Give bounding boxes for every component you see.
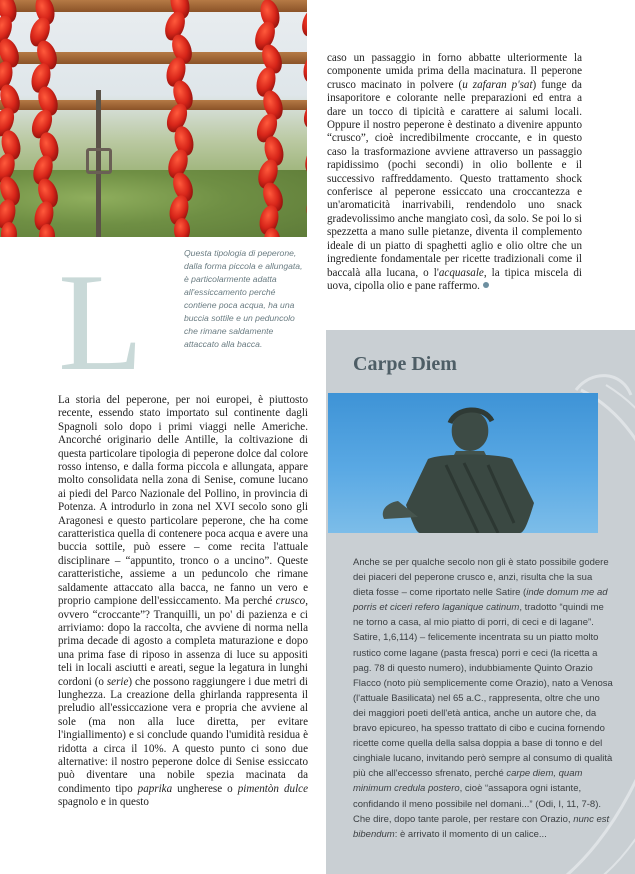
article-text: ungherese o	[172, 782, 238, 795]
box-text-italic: carpe diem, quam minimum credula postero	[353, 768, 583, 795]
statue-icon	[328, 393, 598, 533]
article-text-italic: acquasale	[438, 266, 484, 279]
article-text: spagnolo e in questo	[58, 796, 149, 809]
article-text: , ovvero “croccante”? Tranquilli, un po' di pazienza e ci arriviamo: dopo la raccolta, che avviene di norma nella prima decade di agosto a completa maturazione e dopo una prima fase di riposo in assenza di luce su appositi teli in locali asciutti e areati, segue la legatura in lunghi cordoni (o	[58, 595, 308, 688]
article-column-right	[327, 52, 582, 293]
article-text: caso un passaggio in forno abbatte ulteriormente la componente umida prima della macinatura. Il peperone crusco macinato in polvere (	[327, 52, 582, 91]
box-text-italic: nunc est bibendum	[353, 813, 610, 840]
article-text-italic: crusco	[275, 595, 306, 608]
box-text-span: : è arrivato il momento di un calice...	[394, 828, 547, 840]
article-text-italic: paprika	[137, 782, 173, 795]
article-column-left	[58, 394, 308, 810]
horace-statue-photo	[328, 393, 598, 533]
article-text: ) funge da insaporitore e colorante nelle preparazioni ed entra a dare un tocco di tipicità e carattere ai salumi locali. Oppure il nostro peperone è destinato a divenire appunto “crusco”, cioè incredibilmente croccante, e in questo caso la trasformazione avviene attraverso un passaggio rapidissimo (pochi secondi) in olio bollente e il successivo raffreddamento. Questo trattamento shock conferisce al peperone essiccato una croccantezza e un'aromaticità inarrivabili, rendendolo uno snack gradevolissimo anche mangiato così, da solo. Se poi lo si spezzetta a mano sulle pietanze, diventa il complemento ideale di un piatto di spaghetti aglio e olio oltre che un ingrediente fondamentale per ricette tradizionali come il baccalà alla lucana, o l'	[327, 78, 582, 279]
drop-cap: L	[58, 245, 144, 400]
article-text: , la tipica miscela di uova, cipolla olio e pane raffermo.	[327, 266, 582, 292]
pepper-garlands	[0, 0, 307, 237]
box-title: Carpe Diem	[353, 353, 457, 375]
article-text-italic: u zafaran p'sat	[462, 78, 533, 91]
article-text: ) che possono raggiungere i due metri di lunghezza. La creazione della ghirlanda rappresenta il preludio all'essiccazione vera e propria che avviene al sole (ma non alla luce diretta, per evitare l'ingiallimento) e si conclude quando l'umidità residua è ridotta a circa il 10%. A questo punto ci sono due alternative: il nostro peperone dolce di Senise essiccato può diventare una nobile spezia macinata da condimento tipo	[58, 675, 308, 795]
photo-caption: Questa tipologia di peperone, dalla forma piccola e allungata, è particolarmente adatta all'essiccamento perché contiene poca acqua, ha una buccia sottile e un peduncolo che rimane saldamente attaccato alla bacca.	[184, 248, 303, 349]
end-mark-icon	[483, 282, 489, 288]
box-text-span: Anche se per qualche secolo non gli è stato possibile godere dei piaceri del peperone crusco e, anzi, risulta che la sua dieta fosse – come riportato nelle Satire (	[353, 557, 609, 599]
box-text-span: , tradotto “quindi me ne torno a casa, al mio piatto di porri, di ceci e di lagane”. Satire, 1,6,114) – felicemente incentrata su un piatto molto rustico come lagane (pasta fresca) porri e ceci (la ricetta a pag. 78 di questo numero), indubbiamente Quinto Orazio Flacco (noto più semplicemente come Orazio), nato a Venosa (l'attuale Basilicata) nel 65 a.C., rappresenta, oltre che uno dei maggiori poeti dell'età antica, anche un autore che, da bravo epicureo, ha spesso trattato di cibo e cucina fornendo ricette come quella della salsa doppia a base di tonno e del cinghiale lucano, invitando però sempre al consumo di qualità più che all'eccesso sfrenato, perché	[353, 602, 613, 780]
article-text: La storia del peperone, per noi europei, è piuttosto recente, essendo stato importato sul continente dagli Spagnoli solo dopo i primi viaggi nelle Americhe. Ancorché originario delle Antille, la coltivazione di questa particolare tipologia di peperone dolce dal colore rosso intenso, e dalla forma piccola e allungata, appare molto consolidata nella zona di Senise, comune lucano ai piedi del Parco Nazionale del Pollino, in provincia di Potenza. A introdurlo in zona nel XVI secolo sono gli Aragonesi e questo particolare peperone, che ha come caratteristica quella di contenere poca acqua e avere una buccia sottile, può essere – come recita l'attuale disciplinare – “appuntito, tronco o a uncino”. Queste caratteristiche, assieme a un peduncolo che rimane saldamente attaccato alla bacca, ne fanno un vero e proprio campione dell'essiccamento. Ma perché	[58, 394, 308, 608]
box-text-italic: inde domum me ad porris et ciceri refero laganique catinum	[353, 587, 608, 614]
box-text-span: , cioè “assapora ogni istante, confidando il meno possibile nel domani...” (Odi, I, 11, 7-8). Che dire, dopo tante parole, per restare con Orazio,	[353, 783, 602, 825]
peppers-photo	[0, 0, 307, 237]
box-text	[353, 555, 615, 842]
article-text-italic: serie	[106, 675, 129, 688]
article-text-italic: pimentòn dulce	[237, 782, 308, 795]
carpe-diem-box	[326, 330, 635, 874]
